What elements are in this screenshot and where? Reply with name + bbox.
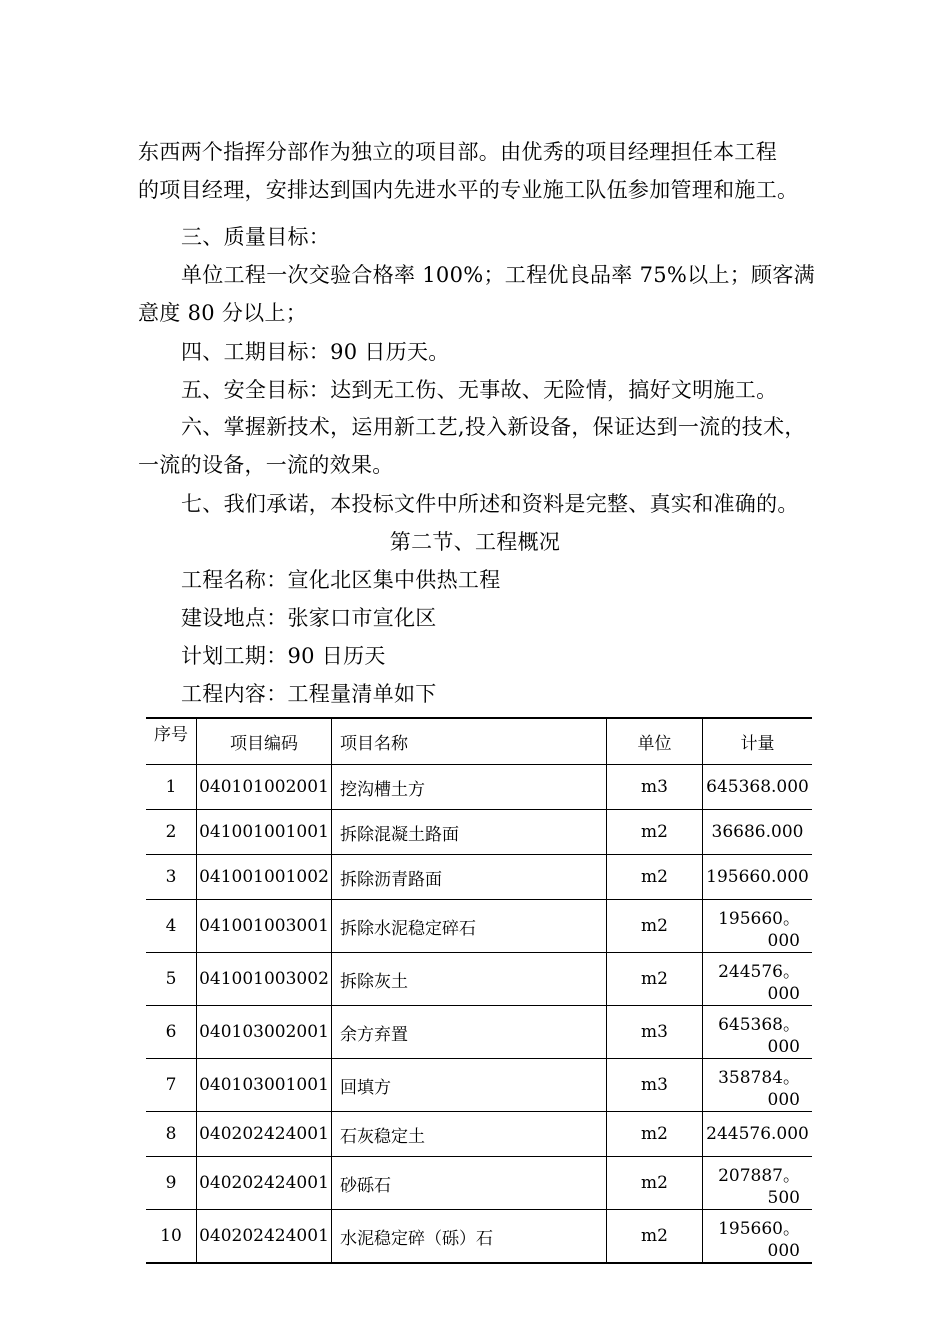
cell-code: 041001003001 bbox=[197, 900, 332, 953]
table-row bbox=[146, 953, 812, 1006]
cell-name: 拆除沥青路面 bbox=[332, 855, 607, 900]
project-duration: 计划工期：90 日历天 bbox=[181, 644, 386, 668]
table-row bbox=[146, 1059, 812, 1112]
cell-unit: m2 bbox=[607, 900, 703, 953]
cell-seq: 9 bbox=[146, 1157, 197, 1210]
cell-name: 拆除水泥稳定碎石 bbox=[332, 900, 607, 953]
cell-unit: m2 bbox=[607, 1112, 703, 1157]
paragraph-line: 意度 80 分以上； bbox=[138, 301, 308, 325]
cell-qty: 244576.000 bbox=[703, 1112, 813, 1157]
cell-unit: m2 bbox=[607, 1157, 703, 1210]
cell-name: 余方弃置 bbox=[332, 1006, 607, 1059]
paragraph-line: 六、掌握新技术，运用新工艺,投入新设备，保证达到一流的技术， bbox=[181, 415, 806, 439]
table-header-row bbox=[146, 718, 812, 765]
cell-unit: m2 bbox=[607, 953, 703, 1006]
table-row bbox=[146, 810, 812, 855]
header-qty: 计量 bbox=[703, 718, 813, 765]
table-row bbox=[146, 900, 812, 953]
commitment-line: 七、我们承诺，本投标文件中所述和资料是完整、真实和准确的。 bbox=[181, 492, 799, 516]
cell-name: 挖沟槽土方 bbox=[332, 765, 607, 810]
cell-name: 砂砾石 bbox=[332, 1157, 607, 1210]
quantity-table bbox=[146, 717, 812, 1264]
cell-code: 040202424001 bbox=[197, 1112, 332, 1157]
paragraph-line: 一流的设备，一流的效果。 bbox=[138, 453, 394, 477]
schedule-goal: 四、工期目标：90 日历天。 bbox=[181, 340, 450, 364]
cell-code: 040103002001 bbox=[197, 1006, 332, 1059]
project-name: 工程名称：宣化北区集中供热工程 bbox=[181, 568, 501, 592]
cell-seq: 10 bbox=[146, 1210, 197, 1264]
cell-seq: 5 bbox=[146, 953, 197, 1006]
table-row bbox=[146, 1157, 812, 1210]
cell-seq: 4 bbox=[146, 900, 197, 953]
cell-qty: 645368.000 bbox=[703, 765, 813, 810]
cell-qty: 195660。000 bbox=[703, 1210, 813, 1264]
quality-goal-heading: 三、质量目标： bbox=[181, 225, 331, 249]
cell-name: 石灰稳定土 bbox=[332, 1112, 607, 1157]
cell-qty: 358784。000 bbox=[703, 1059, 813, 1112]
cell-qty: 195660。000 bbox=[703, 900, 813, 953]
header-seq: 序号 bbox=[146, 718, 197, 765]
table-row bbox=[146, 1112, 812, 1157]
cell-seq: 3 bbox=[146, 855, 197, 900]
cell-code: 040202424001 bbox=[197, 1210, 332, 1264]
safety-goal: 五、安全目标：达到无工伤、无事故、无险情，搞好文明施工。 bbox=[181, 378, 778, 402]
cell-seq: 1 bbox=[146, 765, 197, 810]
cell-qty: 244576。000 bbox=[703, 953, 813, 1006]
cell-unit: m3 bbox=[607, 765, 703, 810]
table-row bbox=[146, 765, 812, 810]
cell-seq: 2 bbox=[146, 810, 197, 855]
project-content: 工程内容：工程量清单如下 bbox=[181, 682, 437, 706]
cell-name: 拆除灰土 bbox=[332, 953, 607, 1006]
paragraph-line: 东西两个指挥分部作为独立的项目部。由优秀的项目经理担任本工程 bbox=[138, 140, 777, 164]
cell-code: 040101002001 bbox=[197, 765, 332, 810]
header-unit: 单位 bbox=[607, 718, 703, 765]
cell-unit: m3 bbox=[607, 1006, 703, 1059]
cell-code: 040103001001 bbox=[197, 1059, 332, 1112]
cell-code: 041001003002 bbox=[197, 953, 332, 1006]
cell-code: 040202424001 bbox=[197, 1157, 332, 1210]
cell-qty: 207887。500 bbox=[703, 1157, 813, 1210]
cell-code: 041001001002 bbox=[197, 855, 332, 900]
cell-seq: 6 bbox=[146, 1006, 197, 1059]
paragraph-line: 的项目经理，安排达到国内先进水平的专业施工队伍参加管理和施工。 bbox=[138, 178, 799, 202]
cell-name: 水泥稳定碎（砾）石 bbox=[332, 1210, 607, 1264]
header-code: 项目编码 bbox=[197, 718, 332, 765]
cell-unit: m3 bbox=[607, 1059, 703, 1112]
cell-qty: 645368。000 bbox=[703, 1006, 813, 1059]
table-row bbox=[146, 855, 812, 900]
paragraph-line: 单位工程一次交验合格率 100%；工程优良品率 75%以上；顾客满 bbox=[181, 263, 815, 287]
cell-code: 041001001001 bbox=[197, 810, 332, 855]
cell-name: 回填方 bbox=[332, 1059, 607, 1112]
cell-seq: 8 bbox=[146, 1112, 197, 1157]
table-row bbox=[146, 1006, 812, 1059]
cell-seq: 7 bbox=[146, 1059, 197, 1112]
cell-unit: m2 bbox=[607, 810, 703, 855]
table-row bbox=[146, 1210, 812, 1264]
cell-qty: 195660.000 bbox=[703, 855, 813, 900]
header-name: 项目名称 bbox=[332, 718, 607, 765]
cell-unit: m2 bbox=[607, 1210, 703, 1264]
cell-unit: m2 bbox=[607, 855, 703, 900]
section-heading: 第二节、工程概况 bbox=[389, 530, 561, 554]
cell-name: 拆除混凝土路面 bbox=[332, 810, 607, 855]
project-location: 建设地点：张家口市宣化区 bbox=[181, 606, 437, 630]
cell-qty: 36686.000 bbox=[703, 810, 813, 855]
